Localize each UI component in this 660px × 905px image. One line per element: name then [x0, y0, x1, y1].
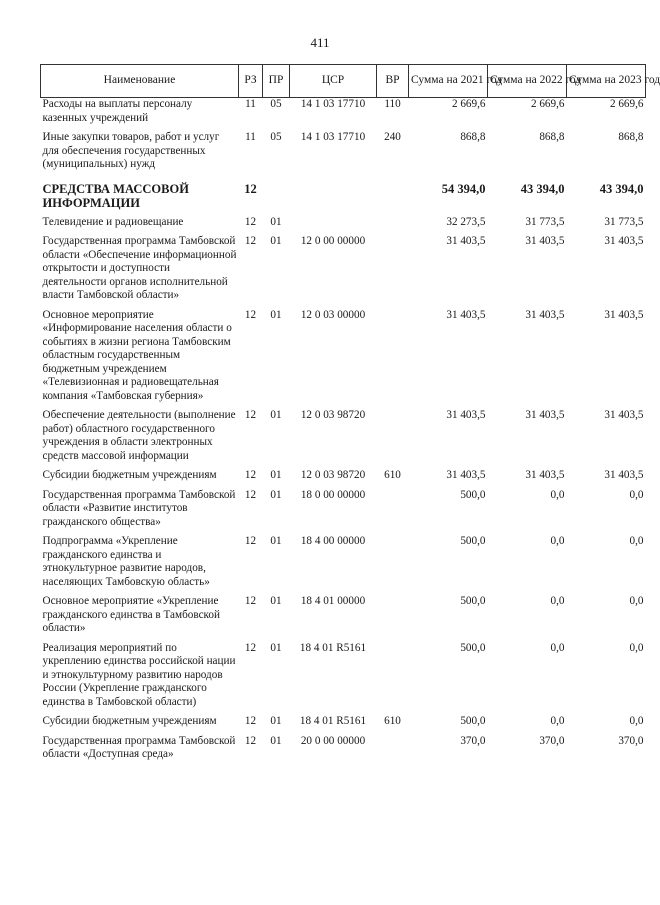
table-row: [41, 489, 646, 536]
cell-sum-2023: 0,0: [629, 595, 644, 607]
header-sum-2022: Сумма на 2022 год: [488, 65, 567, 98]
cell-pr: 01: [270, 235, 282, 247]
cell-pr: 01: [270, 409, 282, 421]
cell-vr: 610: [384, 469, 401, 481]
table-row: [41, 535, 646, 595]
cell-sum-2022: 0,0: [550, 488, 565, 501]
cell-sum-2022: 2 669,6: [530, 98, 565, 110]
cell-csr: 12 0 00 00000: [300, 235, 366, 247]
cell-csr: 18 4 01 00000: [300, 595, 366, 607]
cell-sum-2021: 31 403,5: [446, 308, 486, 321]
cell-vr: [377, 489, 409, 536]
cell-csr: 14 1 03 17710: [300, 98, 366, 110]
cell-vr: [377, 735, 409, 768]
cell-sum-2022: 43 394,0: [520, 181, 565, 196]
cell-sum-2023: 31 403,5: [604, 409, 644, 421]
cell-sum-2023: 31 403,5: [604, 235, 644, 247]
cell-pr: 01: [270, 641, 282, 654]
cell-sum-2023: 31 403,5: [604, 308, 644, 321]
cell-sum-2021: 32 273,5: [446, 215, 486, 228]
cell-pr: 01: [270, 488, 282, 501]
table-row: [41, 409, 646, 469]
cell-sum-2021: 31 403,5: [446, 469, 486, 481]
budget-table: [40, 64, 660, 768]
cell-rz: 12: [244, 535, 257, 547]
cell-rz: 12: [244, 308, 257, 321]
cell-vr: [377, 216, 409, 236]
cell-sum-2021: 500,0: [460, 641, 486, 654]
table-row: [41, 98, 646, 132]
cell-name: Обеспечение деятельности (выполнение работ) областного государственного учреждения в области электронных средств массовой информации: [42, 409, 236, 462]
cell-sum-2022: 0,0: [550, 715, 565, 727]
cell-rz: 12: [244, 715, 257, 727]
table-row: [41, 309, 646, 410]
cell-sum-2021: 500,0: [460, 488, 486, 501]
cell-name: Государственная программа Тамбовской области «Доступная среда»: [42, 734, 236, 760]
header-csr: ЦСР: [290, 65, 377, 98]
cell-sum-2021: 54 394,0: [441, 181, 486, 196]
cell-vr: [377, 535, 409, 595]
cell-rz: 11: [245, 98, 256, 110]
cell-sum-2023: 370,0: [618, 734, 644, 747]
cell-sum-2023: 2 669,6: [609, 98, 644, 110]
cell-rz: 11: [245, 131, 256, 143]
table-row: [41, 735, 646, 768]
cell-name: Телевидение и радиовещание: [42, 215, 184, 228]
cell-sum-2021: 370,0: [460, 734, 486, 747]
cell-sum-2023: 43 394,0: [599, 181, 644, 196]
cell-rz: 12: [244, 488, 257, 501]
header-vr: ВР: [377, 65, 409, 98]
cell-csr: [290, 178, 377, 216]
cell-sum-2023: 0,0: [629, 641, 644, 654]
cell-pr: 05: [270, 98, 282, 110]
cell-csr: 18 4 01 R5161: [299, 715, 367, 727]
cell-vr: [377, 178, 409, 216]
cell-rz: 12: [244, 734, 257, 747]
cell-vr: 110: [384, 98, 401, 110]
cell-sum-2021: 868,8: [460, 131, 486, 143]
table-row: [41, 715, 646, 735]
table-row: [41, 642, 646, 716]
header-sum-2023: Сумма на 2023 год: [567, 65, 646, 98]
cell-pr: 01: [270, 535, 282, 547]
cell-sum-2022: 370,0: [539, 734, 565, 747]
cell-rz: 12: [244, 409, 257, 421]
cell-vr: [377, 309, 409, 410]
cell-sum-2021: 31 403,5: [446, 409, 486, 421]
cell-sum-2021: 500,0: [460, 715, 486, 727]
cell-pr: 01: [270, 595, 282, 607]
cell-rz: 12: [244, 215, 257, 228]
cell-csr: 12 0 03 98720: [300, 469, 366, 481]
section-row: [41, 178, 646, 216]
table-row: [41, 235, 646, 309]
cell-vr: 610: [384, 715, 401, 727]
cell-sum-2022: 31 403,5: [525, 469, 565, 481]
cell-name: Государственная программа Тамбовской области «Обеспечение информационной открытости и доступности деятельности органов исполнительной власти Тамбовской области»: [42, 235, 237, 301]
cell-rz: 12: [244, 181, 257, 196]
cell-name: Расходы на выплаты персоналу казенных учреждений: [42, 98, 193, 124]
page-number: 411: [310, 35, 330, 50]
cell-csr: [290, 216, 377, 236]
cell-pr: [263, 178, 290, 216]
table-row: [41, 595, 646, 642]
table-header-row: [41, 65, 646, 98]
table-body: [41, 98, 646, 768]
cell-name: Реализация мероприятий по укреплению единства российской нации и этнокультурному развитию народов России (Укрепление гражданского единства в Тамбовской области): [42, 641, 236, 708]
cell-csr: 20 0 00 00000: [300, 734, 366, 747]
cell-name: Основное мероприятие «Укрепление гражданского единства в Тамбовской области»: [42, 595, 220, 634]
cell-vr: [377, 235, 409, 309]
cell-rz: 12: [244, 641, 257, 654]
cell-pr: 01: [270, 734, 282, 747]
cell-pr: 01: [270, 715, 282, 727]
cell-vr: [377, 642, 409, 716]
cell-sum-2023: 0,0: [629, 488, 644, 501]
header-pr: ПР: [263, 65, 290, 98]
cell-pr: 01: [270, 469, 282, 481]
cell-sum-2023: 31 403,5: [604, 469, 644, 481]
cell-pr: 05: [270, 131, 282, 143]
cell-sum-2023: 868,8: [618, 131, 644, 143]
cell-sum-2023: 31 773,5: [604, 215, 644, 228]
table-row: [41, 216, 646, 236]
cell-vr: 240: [384, 131, 401, 143]
cell-vr: [377, 595, 409, 642]
cell-sum-2022: 31 773,5: [525, 215, 565, 228]
cell-name: Основное мероприятие «Информирование населения области о событиях в жизни региона Тамбовским областным государственным бюджетным учреждением «Телевизионная и радиовещательная компания «Тамбовская губерния»: [42, 308, 232, 402]
cell-pr: 01: [270, 308, 282, 321]
cell-rz: 12: [244, 235, 257, 247]
cell-vr: [377, 409, 409, 469]
table-row: [41, 469, 646, 489]
cell-csr: 18 4 01 R5161: [299, 641, 367, 654]
cell-name: Подпрограмма «Укрепление гражданского единства и этнокультурное развитие народов, населяющих Тамбовскую область»: [42, 535, 210, 588]
cell-sum-2023: 0,0: [629, 535, 644, 547]
cell-name: Иные закупки товаров, работ и услуг для обеспечения государственных (муниципальных) нужд: [42, 131, 220, 170]
cell-sum-2021: 500,0: [460, 535, 486, 547]
cell-name: СРЕДСТВА МАССОВОЙ ИНФОРМАЦИИ: [42, 181, 189, 210]
cell-sum-2021: 2 669,6: [451, 98, 486, 110]
cell-sum-2022: 31 403,5: [525, 308, 565, 321]
cell-csr: 12 0 03 98720: [300, 409, 366, 421]
cell-name: Субсидии бюджетным учреждениям: [42, 469, 217, 481]
cell-sum-2023: 0,0: [629, 715, 644, 727]
cell-sum-2022: 31 403,5: [525, 235, 565, 247]
cell-sum-2021: 500,0: [460, 595, 486, 607]
cell-name: Государственная программа Тамбовской области «Развитие институтов гражданского общества»: [42, 488, 236, 528]
header-rz: РЗ: [239, 65, 263, 98]
cell-csr: 18 4 00 00000: [300, 535, 366, 547]
cell-csr: 12 0 03 00000: [300, 308, 366, 321]
cell-csr: 14 1 03 17710: [300, 131, 366, 143]
header-name: Наименование: [41, 65, 239, 98]
cell-sum-2022: 0,0: [550, 595, 565, 607]
cell-rz: 12: [244, 595, 257, 607]
cell-rz: 12: [244, 469, 257, 481]
cell-sum-2022: 0,0: [550, 641, 565, 654]
header-sum-2021: Сумма на 2021 год: [409, 65, 488, 98]
cell-sum-2022: 0,0: [550, 535, 565, 547]
cell-name: Субсидии бюджетным учреждениям: [42, 715, 217, 727]
table-row: [41, 131, 646, 178]
cell-sum-2021: 31 403,5: [446, 235, 486, 247]
cell-sum-2022: 868,8: [539, 131, 565, 143]
cell-sum-2022: 31 403,5: [525, 409, 565, 421]
cell-pr: 01: [270, 215, 282, 228]
cell-csr: 18 0 00 00000: [300, 488, 366, 501]
